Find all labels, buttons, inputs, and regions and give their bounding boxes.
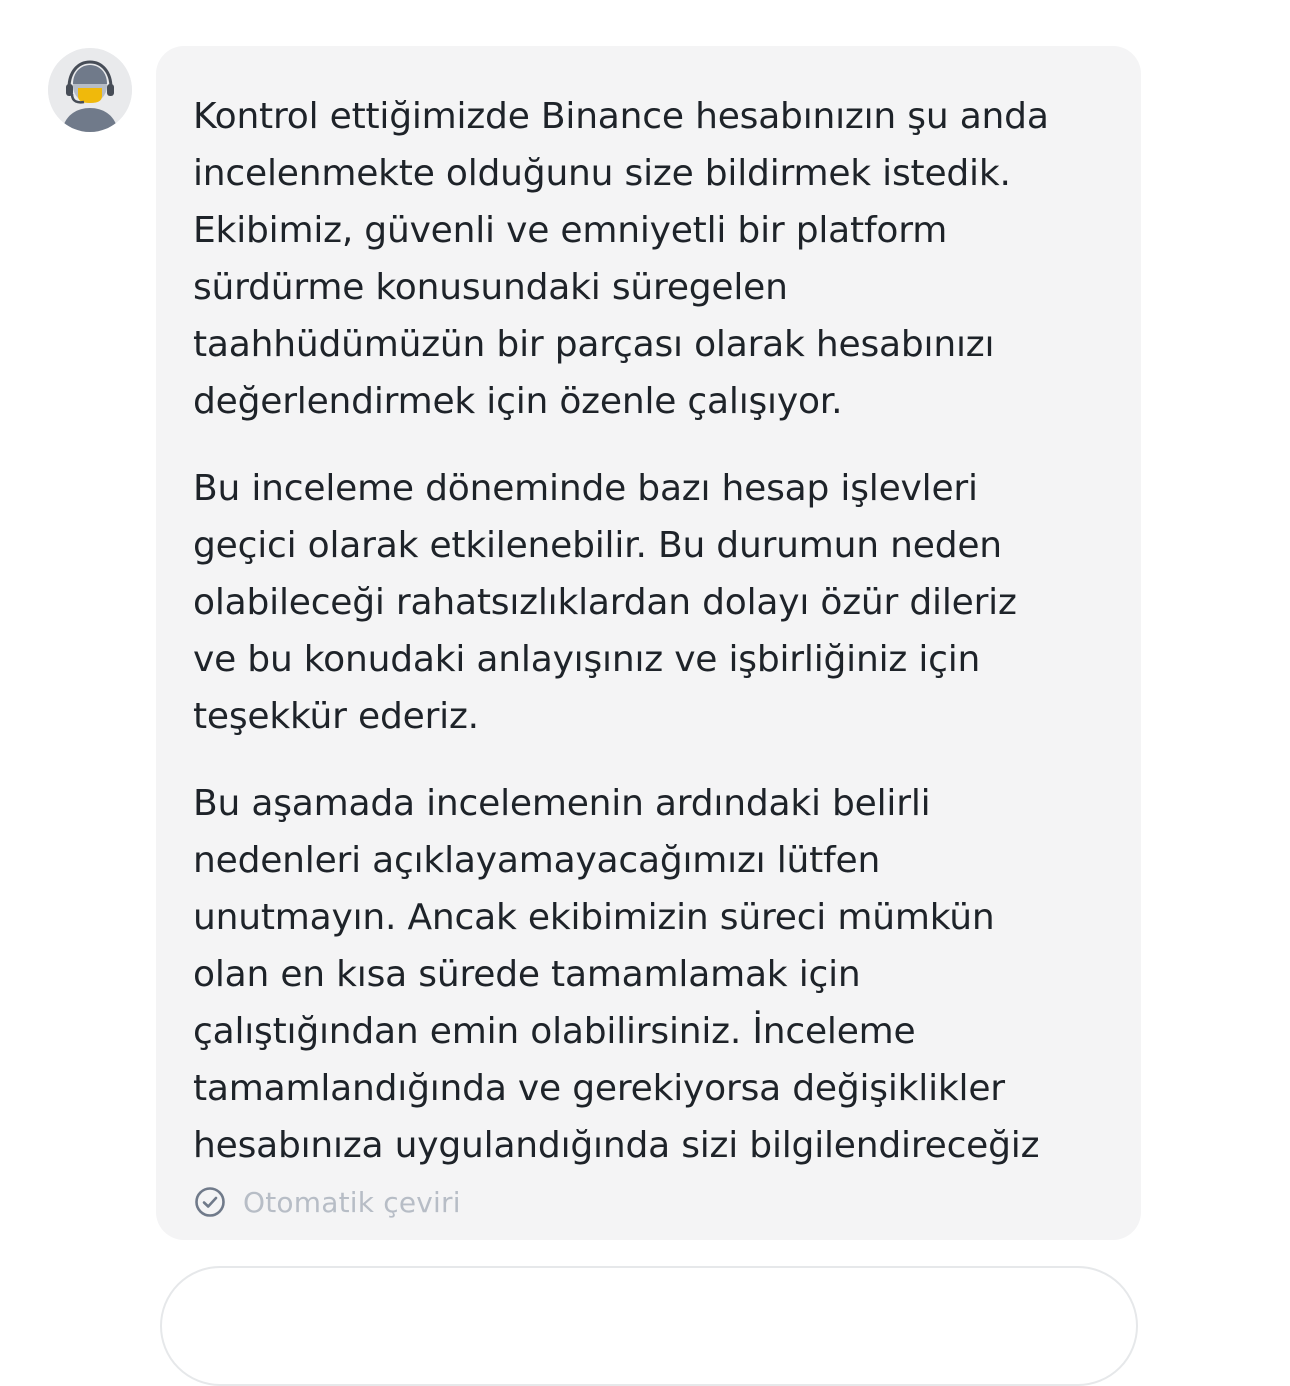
auto-translation-label: Otomatik çeviri bbox=[243, 1185, 461, 1219]
auto-translation-indicator[interactable] bbox=[193, 1178, 1111, 1226]
message-paragraph-3: Bu aşamada incelemenin ardındaki belirli nedenleri açıklayamayacağımızı lütfen unutmayın. Ancak ekibimizin süreci mümkün olan en kısa sürede tamamlamak için çalıştığından emin olabilirsiniz. İnceleme tamamlandığında ve gerekiyorsa değişiklikler hesabınıza uygulandığında sizi bilgilendireceğiz bbox=[193, 783, 1040, 1166]
next-message-card bbox=[160, 1266, 1138, 1386]
message-paragraph-2: Bu inceleme döneminde bazı hesap işlevleri geçici olarak etkilenebilir. Bu durumun neden olabileceği rahatsızlıklardan dolayı özür dileriz ve bu konudaki anlayışınız ve işbirliğiniz için teşekkür ederiz. bbox=[193, 468, 1017, 737]
agent-avatar bbox=[48, 48, 132, 132]
message-bubble bbox=[156, 46, 1141, 1240]
support-agent-icon bbox=[48, 48, 132, 132]
message-paragraph-1: Kontrol ettiğimizde Binance hesabınızın şu anda incelenmekte olduğunu size bildirmek istedik. Ekibimiz, güvenli ve emniyetli bir platform sürdürme konusundaki süregelen taahhüdümüzün bir parçası olarak hesabınızı değerlendirmek için özenle çalışıyor. bbox=[193, 96, 1049, 422]
check-circle-icon bbox=[193, 1185, 227, 1219]
